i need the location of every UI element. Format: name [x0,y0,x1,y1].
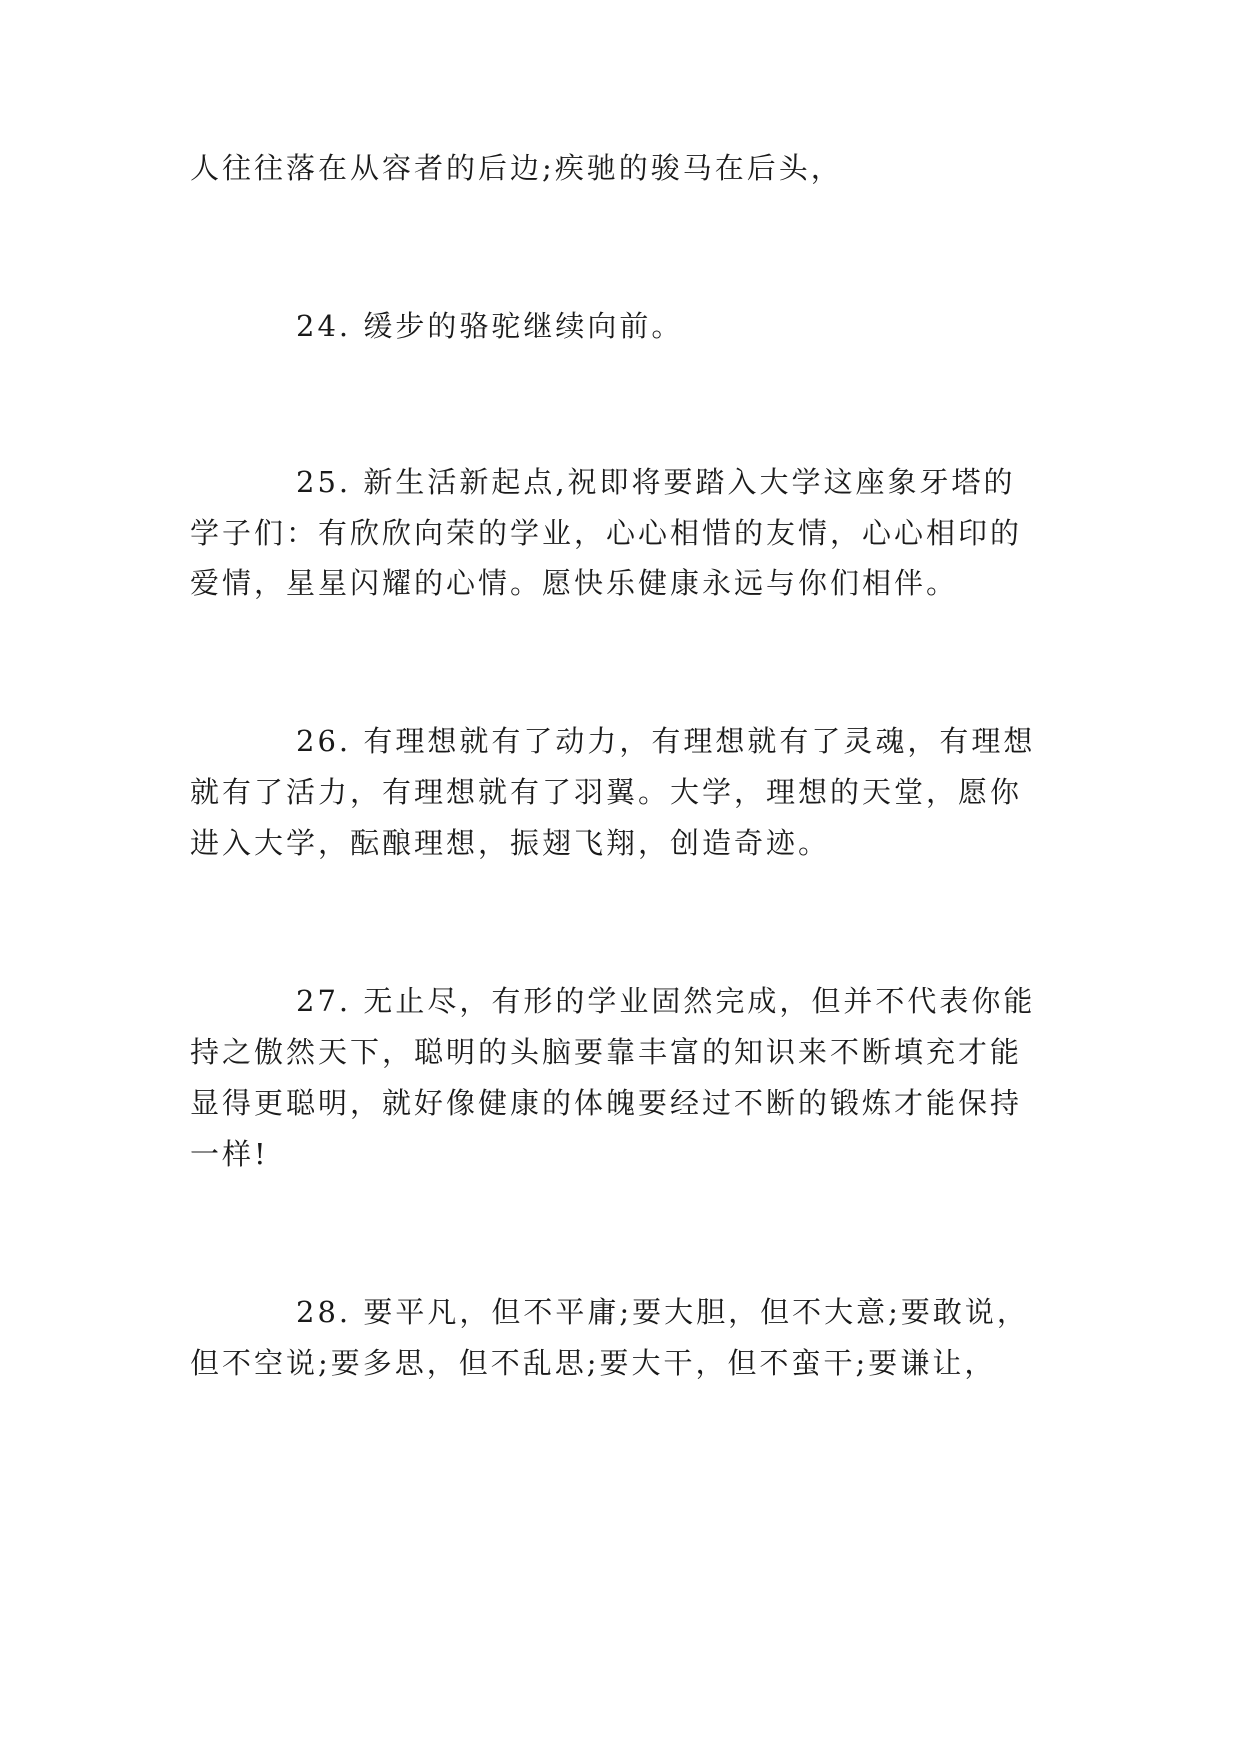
paragraph-25-line-1: 25. 新生活新起点,祝即将要踏入大学这座象牙塔的 [296,465,1016,499]
paragraph-27-line-2: 持之傲然天下，聪明的头脑要靠丰富的知识来不断填充才能 [190,1035,1023,1069]
paragraph-28-line-1: 28. 要平凡，但不平庸;要大胆，但不大意;要敢说， [296,1295,1029,1329]
paragraph-27-line-1: 27. 无止尽，有形的学业固然完成，但并不代表你能 [296,984,1036,1018]
paragraph-23-line-2: 人往往落在从容者的后边;疾驰的骏马在后头， [190,151,843,185]
paragraph-26-line-2: 就有了活力，有理想就有了羽翼。大学，理想的天堂，愿你 [190,775,1023,809]
paragraph-26-line-3: 进入大学，酝酿理想，振翅飞翔，创造奇迹。 [190,826,831,860]
paragraph-28-line-2: 但不空说;要多思，但不乱思;要大干，但不蛮干;要谦让， [190,1346,997,1380]
paragraph-27-line-3: 显得更聪明，就好像健康的体魄要经过不断的锻炼才能保持 [190,1086,1023,1120]
paragraph-25-line-3: 爱情，星星闪耀的心情。愿快乐健康永远与你们相伴。 [190,566,959,600]
paragraph-27-line-4: 一样! [190,1137,269,1171]
paragraph-25-line-2: 学子们：有欣欣向荣的学业，心心相惜的友情，心心相印的 [190,516,1023,550]
paragraph-26-line-1: 26. 有理想就有了动力，有理想就有了灵魂，有理想 [296,724,1036,758]
paragraph-24-line-1: 24. 缓步的骆驼继续向前。 [296,309,684,343]
